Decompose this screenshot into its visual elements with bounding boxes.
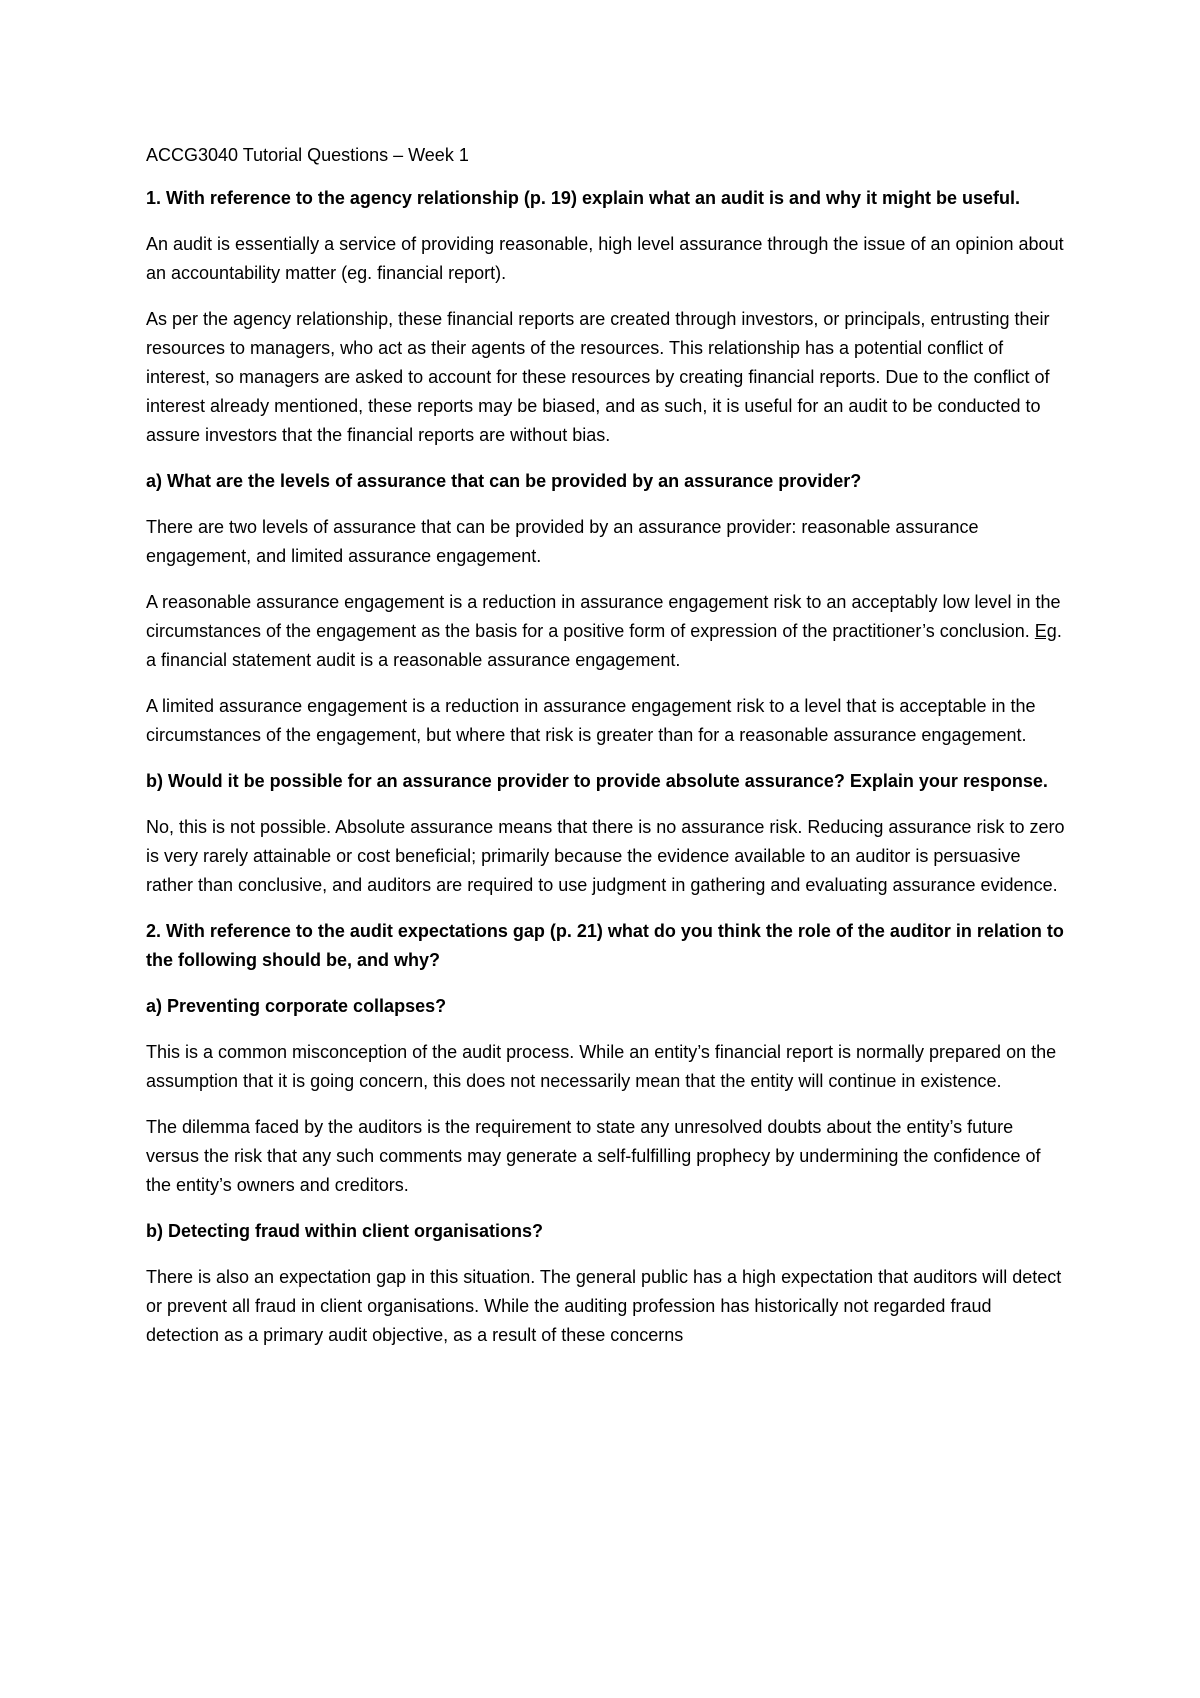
- answer-1a-paragraph-3: A limited assurance engagement is a reduction in assurance engagement risk to a level that is acceptable in the circumstances of the engagement, but where that risk is greater than for a reasonable assurance engagement.: [146, 696, 1036, 745]
- question-1: 1. With reference to the agency relationship (p. 19) explain what an audit is and why it might be useful.: [146, 188, 1020, 208]
- answer-1a-paragraph-2-text: A reasonable assurance engagement is a reduction in assurance engagement risk to an acceptably low level in the circumstances of the engagement as the basis for a positive form of expression of the practitioner’s conclusion.: [146, 592, 1061, 641]
- answer-2a-paragraph-1: This is a common misconception of the audit process. While an entity’s financial report is normally prepared on the assumption that it is going concern, this does not necessarily mean that the entity will continue in existence.: [146, 1042, 1057, 1091]
- answer-1-paragraph-1: An audit is essentially a service of providing reasonable, high level assurance through the issue of an opinion about an accountability matter (eg. financial report).: [146, 234, 1064, 283]
- answer-1-paragraph-2: As per the agency relationship, these financial reports are created through investors, or principals, entrusting their resources to managers, who act as their agents of the resources. This relationship has a potential conflict of interest, so managers are asked to account for these resources by creating financial reports. Due to the conflict of interest already mentioned, these reports may be biased, and as such, it is useful for an audit to be conducted to assure investors that the financial reports are without bias.: [146, 309, 1050, 445]
- question-2b: b) Detecting fraud within client organisations?: [146, 1221, 544, 1241]
- answer-1a-paragraph-2-tail: . a financial statement audit is a reasonable assurance engagement.: [146, 621, 1062, 670]
- document-page: [146, 141, 1066, 1367]
- eg-abbreviation: Eg: [1034, 621, 1057, 641]
- answer-2b-paragraph-1: There is also an expectation gap in this situation. The general public has a high expectation that auditors will detect or prevent all fraud in client organisations. While the auditing profession has historically not regarded fraud detection as a primary audit objective, as a result of these concerns: [146, 1267, 1062, 1345]
- answer-1b-paragraph-1: No, this is not possible. Absolute assurance means that there is no assurance risk. Reducing assurance risk to zero is very rarely attainable or cost beneficial; primarily because the evidence available to an auditor is persuasive rather than conclusive, and auditors are required to use judgment in gathering and evaluating assurance evidence.: [146, 817, 1065, 895]
- answer-1a-paragraph-2: [146, 588, 1066, 675]
- answer-1a-paragraph-1: There are two levels of assurance that can be provided by an assurance provider: reasonable assurance engagement, and limited assurance engagement.: [146, 517, 979, 566]
- question-1b: b) Would it be possible for an assurance provider to provide absolute assurance? Explain your response.: [146, 771, 1048, 791]
- question-2a: a) Preventing corporate collapses?: [146, 996, 447, 1016]
- question-2: 2. With reference to the audit expectations gap (p. 21) what do you think the role of the auditor in relation to the following should be, and why?: [146, 921, 1064, 970]
- document-title: ACCG3040 Tutorial Questions – Week 1: [146, 145, 469, 165]
- answer-2a-paragraph-2: The dilemma faced by the auditors is the requirement to state any unresolved doubts about the entity’s future versus the risk that any such comments may generate a self-fulfilling prophecy by undermining the confidence of the entity’s owners and creditors.: [146, 1117, 1041, 1195]
- question-1a: a) What are the levels of assurance that can be provided by an assurance provider?: [146, 471, 862, 491]
